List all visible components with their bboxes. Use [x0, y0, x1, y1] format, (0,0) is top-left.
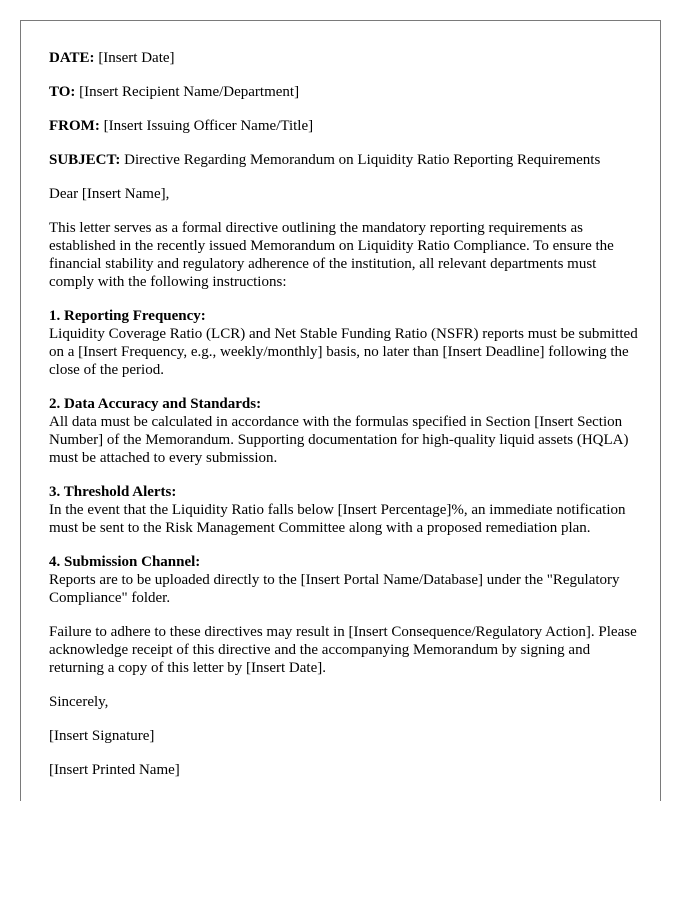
- letter-page: [20, 20, 661, 801]
- section-submission-channel: [49, 553, 639, 607]
- to-label: TO:: [49, 84, 76, 100]
- section-title: 4. Submission Channel:: [49, 554, 201, 570]
- section-title: 1. Reporting Frequency:: [49, 308, 206, 324]
- section-text: All data must be calculated in accordance with the formulas specified in Section [Insert Section Number] of the Memorandum. Supporting documentation for high-quality liquid assets (HQLA) must be attached to every submission.: [49, 414, 629, 466]
- letter-content: [49, 49, 639, 795]
- printed-name: [Insert Printed Name]: [49, 762, 180, 778]
- date-label: DATE:: [49, 50, 95, 66]
- section-text: Reports are to be uploaded directly to the [Insert Portal Name/Database] under the "Regulatory Compliance" folder.: [49, 572, 620, 606]
- subject-line: [49, 151, 639, 169]
- section-threshold-alerts: [49, 483, 639, 537]
- section-text: In the event that the Liquidity Ratio falls below [Insert Percentage]%, an immediate notification must be sent to the Risk Management Committee along with a proposed remediation plan.: [49, 502, 626, 536]
- section-text: Liquidity Coverage Ratio (LCR) and Net Stable Funding Ratio (NSFR) reports must be submitted on a [Insert Frequency, e.g., weekly/monthly] basis, no later than [Insert Deadline] following the close of the period.: [49, 326, 638, 378]
- section-title: 2. Data Accuracy and Standards:: [49, 396, 262, 412]
- section-reporting-frequency: [49, 307, 639, 379]
- signature-placeholder: [Insert Signature]: [49, 728, 155, 744]
- greeting: Dear [Insert Name],: [49, 186, 170, 202]
- from-label: FROM:: [49, 118, 100, 134]
- date-line: [49, 49, 639, 67]
- subject-label: SUBJECT:: [49, 152, 121, 168]
- closing-paragraph: Failure to adhere to these directives may result in [Insert Consequence/Regulatory Action]. Please acknowledge receipt of this directive and the accompanying Memorandum by signing and returning a copy of this letter by [Insert Date].: [49, 624, 637, 676]
- intro-paragraph: This letter serves as a formal directive outlining the mandatory reporting requirements as established in the recently issued Memorandum on Liquidity Ratio Compliance. To ensure the financial stability and regulatory adherence of the institution, all relevant departments must comply with the following instructions:: [49, 220, 614, 290]
- from-value: [Insert Issuing Officer Name/Title]: [103, 118, 314, 134]
- section-title: 3. Threshold Alerts:: [49, 484, 177, 500]
- date-value: [Insert Date]: [98, 50, 175, 66]
- subject-value: Directive Regarding Memorandum on Liquidity Ratio Reporting Requirements: [124, 152, 601, 168]
- from-line: [49, 117, 639, 135]
- section-data-accuracy: [49, 395, 639, 467]
- to-value: [Insert Recipient Name/Department]: [79, 84, 300, 100]
- to-line: [49, 83, 639, 101]
- sign-off: Sincerely,: [49, 694, 109, 710]
